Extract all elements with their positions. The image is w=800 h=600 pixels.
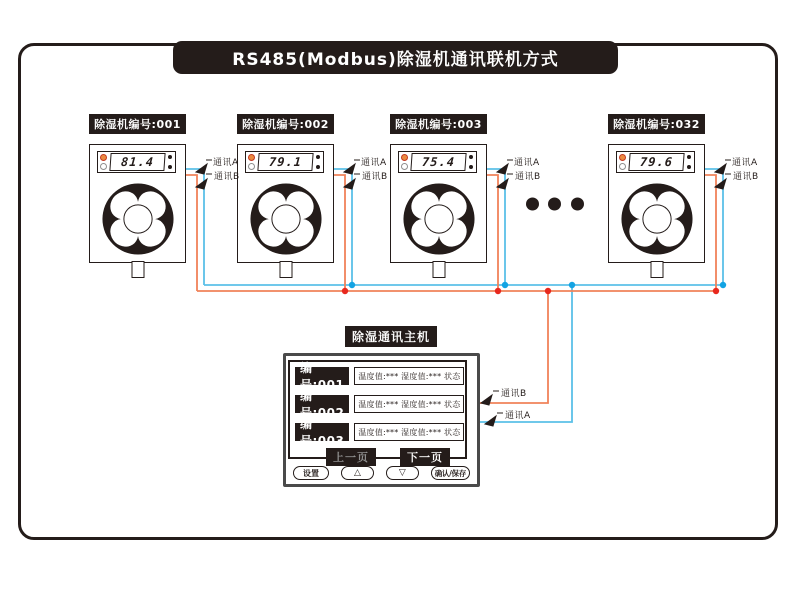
seven-segment-display: 79.6 [628, 153, 684, 171]
unit-badge: 除湿机编号:001 [89, 114, 186, 134]
led-column [619, 154, 626, 170]
comm-a-label: 通讯A [514, 158, 540, 168]
comm-b-label: 通讯B [501, 389, 527, 399]
unit-body [608, 144, 705, 263]
unit-body [237, 144, 334, 263]
status-led-icon [619, 163, 626, 170]
comm-b-label: 通讯B [515, 172, 541, 182]
reading-row [295, 417, 461, 448]
unit-body [390, 144, 487, 263]
control-panel [97, 151, 176, 173]
fan-icon [620, 182, 694, 256]
power-led-icon [248, 154, 255, 161]
display-dots-icon [316, 155, 321, 169]
led-column [100, 154, 107, 170]
dehumidifier-unit-003 [390, 114, 487, 263]
seven-segment-display: 79.1 [257, 153, 313, 171]
unit-stand [279, 261, 292, 278]
display-dots-icon [168, 155, 173, 169]
control-panel [616, 151, 695, 173]
power-led-icon [100, 154, 107, 161]
power-led-icon [401, 154, 408, 161]
status-led-icon [401, 163, 408, 170]
led-column [401, 154, 408, 170]
reading-row [295, 361, 461, 392]
unit-badge: 除湿机编号:002 [237, 114, 334, 134]
status-led-icon [248, 163, 255, 170]
comm-a-label: 通讯A [213, 158, 239, 168]
row-readout: 温度值:*** 湿度值:*** 状态 [354, 423, 464, 441]
up-button[interactable]: △ [341, 466, 374, 480]
comm-a-label: 通讯A [361, 158, 387, 168]
unit-body [89, 144, 186, 263]
unit-stand [432, 261, 445, 278]
next-page-button[interactable]: 下一页 [400, 448, 450, 466]
master-screen [288, 360, 467, 464]
master-badge: 除湿通讯主机 [345, 326, 437, 347]
power-led-icon [619, 154, 626, 161]
title-banner [173, 41, 618, 74]
reading-row [295, 389, 461, 420]
comm-b-label: 通讯B [214, 172, 240, 182]
unit-badge: 除湿机编号:032 [608, 114, 705, 134]
comm-b-label: 通讯B [733, 172, 759, 182]
page-title: RS485(Modbus)除湿机通讯联机方式 [232, 50, 559, 70]
master-controller [283, 353, 480, 487]
confirm-save-button[interactable]: 确认/保存 [431, 466, 470, 480]
display-dots-icon [469, 155, 474, 169]
dehumidifier-unit-001 [89, 114, 186, 263]
row-id-badge: 编号:003 [295, 423, 349, 441]
row-id-badge: 编号:001 [295, 367, 349, 385]
dehumidifier-unit-002 [237, 114, 334, 263]
fan-icon [249, 182, 323, 256]
down-button[interactable]: ▽ [386, 466, 419, 480]
comm-a-label: 通讯A [732, 158, 758, 168]
status-led-icon [100, 163, 107, 170]
master-button-row [293, 466, 470, 480]
dehumidifier-unit-032 [608, 114, 705, 263]
seven-segment-display: 81.4 [109, 153, 165, 171]
unit-badge: 除湿机编号:003 [390, 114, 487, 134]
fan-icon [402, 182, 476, 256]
display-dots-icon [687, 155, 692, 169]
prev-page-button[interactable]: 上一页 [326, 448, 376, 466]
row-id-badge: 编号:002 [295, 395, 349, 413]
led-column [248, 154, 255, 170]
control-panel [245, 151, 324, 173]
unit-stand [131, 261, 144, 278]
row-readout: 温度值:*** 湿度值:*** 状态 [354, 395, 464, 413]
settings-button[interactable]: 设置 [293, 466, 329, 480]
row-readout: 温度值:*** 湿度值:*** 状态 [354, 367, 464, 385]
page-buttons [326, 448, 450, 466]
seven-segment-display: 75.4 [410, 153, 466, 171]
control-panel [398, 151, 477, 173]
comm-a-label: 通讯A [505, 411, 531, 421]
comm-b-label: 通讯B [362, 172, 388, 182]
unit-stand [650, 261, 663, 278]
fan-icon [101, 182, 175, 256]
